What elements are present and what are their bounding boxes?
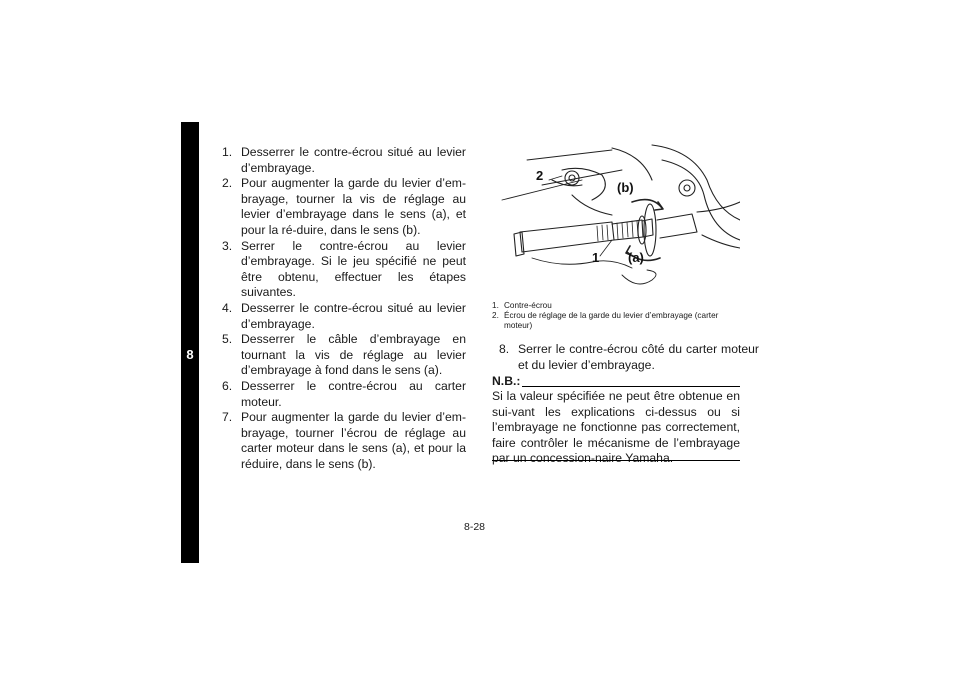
caption-number: 2 . — [492, 311, 499, 321]
step-text: Desserrer le câble d’embrayage en tournant la vis de réglage au levier d’embrayage à fond dans le sens (a). — [241, 332, 466, 378]
note-text: Si la valeur spécifiée ne peut être obtenue en sui-vant les explications ci-dessus ou si l’embrayage ne fonctionne pas correctement, faire contrôler le mécanisme de l’embrayage par un concession-naire Yamaha. — [492, 389, 740, 466]
caption-1 — [492, 301, 740, 311]
chapter-number: 8 — [186, 347, 194, 362]
step-number: 3 . — [222, 239, 232, 255]
note-heading — [492, 374, 740, 389]
step-text: Pour augmenter la garde du levier d’em-brayage, tourner la vis de réglage au levier d’embrayage dans le sens (a), et pour la ré-duire, dans le sens (b). — [241, 176, 466, 237]
step-number: 8 . — [499, 342, 509, 358]
step-number: 4 . — [222, 301, 232, 317]
step-number: 6 . — [222, 379, 232, 395]
callout-a: (a) — [628, 250, 644, 265]
step-1 — [222, 145, 466, 176]
step-number: 2 . — [222, 176, 232, 192]
step-text: Desserrer le contre-écrou au carter moteur. — [241, 378, 466, 409]
caption-number: 1 . — [492, 301, 499, 311]
note-top-rule — [518, 386, 740, 387]
callout-b: (b) — [617, 180, 634, 195]
step-3 — [222, 239, 466, 301]
illustration-captions — [492, 301, 740, 331]
step-number: 1 . — [222, 145, 232, 161]
note-label: N.B.: — [492, 374, 521, 388]
caption-2 — [492, 311, 740, 331]
step-2 — [222, 176, 466, 238]
chapter-tab — [181, 122, 199, 563]
caption-text: Contre-écrou — [504, 301, 552, 310]
step-number: 5 . — [222, 332, 232, 348]
callout-1: 1 — [592, 250, 600, 265]
caption-text: Écrou de réglage de la garde du levier d’embrayage (carter moteur) — [504, 311, 719, 330]
clutch-adjuster-illustration — [492, 140, 740, 297]
instruction-list — [222, 145, 466, 472]
step-8 — [499, 342, 759, 373]
callout-2: 2 — [536, 168, 544, 183]
step-text: Desserrer le contre-écrou situé au levier d’embrayage. — [241, 300, 466, 331]
step-text: Serrer le contre-écrou côté du carter moteur et du levier d’embrayage. — [518, 342, 759, 372]
step-4 — [222, 301, 466, 332]
step-5 — [222, 332, 466, 379]
step-number: 7 . — [222, 410, 232, 426]
step-7 — [222, 410, 466, 472]
page-number: 8-28 — [464, 521, 486, 533]
step-text: Pour augmenter la garde du levier d’em-brayage, tourner l’écrou de réglage au carter moteur dans le sens (a), et pour la réduire, dans le sens (b). — [241, 410, 466, 471]
note-bottom-rule — [492, 460, 740, 461]
step-text: Serrer le contre-écrou au levier d’embrayage. Si le jeu spécifié ne peut être obtenu, effectuer les étapes suivantes. — [241, 238, 466, 300]
step-6 — [222, 379, 466, 410]
step-text: Desserrer le contre-écrou situé au levier d’embrayage. — [241, 145, 466, 175]
